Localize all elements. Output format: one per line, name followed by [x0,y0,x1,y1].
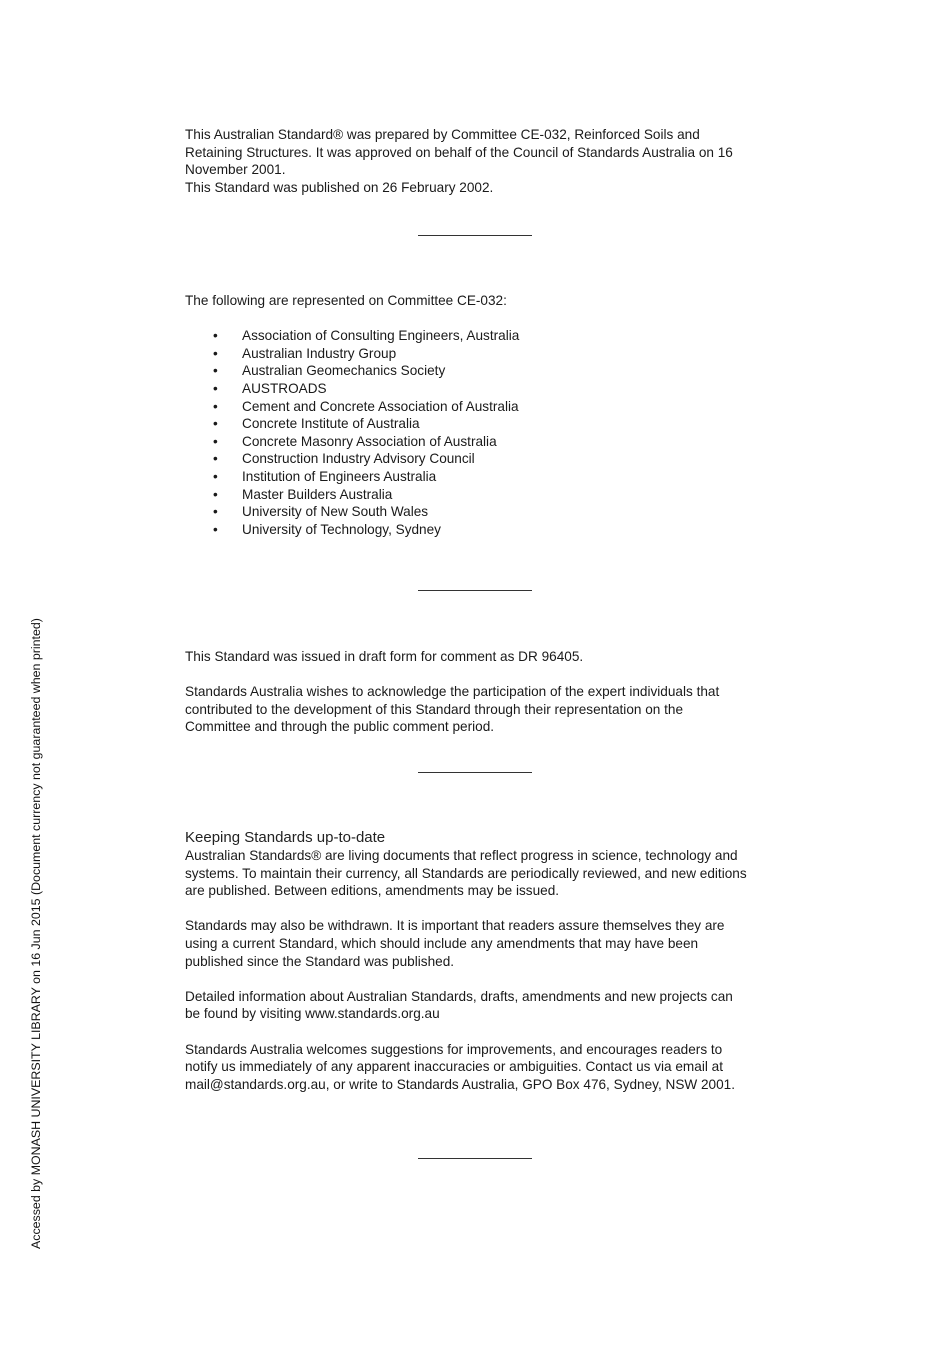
section-divider [418,772,532,773]
bullet-icon: • [213,433,218,449]
paragraph-line: Standards may also be withdrawn. It is important that readers assure themselves they are [185,918,725,934]
publication-date-line: This Standard was published on 26 February 2002. [185,179,494,195]
member-name: Australian Geomechanics Society [242,363,446,379]
member-name: Association of Consulting Engineers, Australia [242,328,520,344]
bullet-icon: • [213,468,218,484]
draft-section [185,648,775,736]
member-name: Institution of Engineers Australia [242,468,437,484]
section-divider [418,1158,532,1159]
member-name: Concrete Institute of Australia [242,416,420,432]
committee-intro: The following are represented on Committee CE-032: [185,293,507,308]
member-name: Master Builders Australia [242,486,393,502]
bullet-icon: • [213,328,218,344]
bullet-icon: • [213,451,218,467]
member-name: Concrete Masonry Association of Australia [242,433,497,449]
paragraph-line: systems. To maintain their currency, all Standards are periodically reviewed, and new editions [185,865,747,881]
keeping-up-to-date-section [185,829,775,1093]
member-name: University of New South Wales [242,504,429,520]
member-name: Construction Industry Advisory Council [242,451,475,467]
draft-issued-line: This Standard was issued in draft form for comment as DR 96405. [185,649,584,664]
approval-statement [185,126,775,196]
paragraph-line: mail@standards.org.au, or write to Standards Australia, GPO Box 476, Sydney, NSW 2001. [185,1076,736,1092]
member-name: University of Technology, Sydney [242,521,441,537]
paragraph-line: are published. Between editions, amendments may be issued. [185,883,560,899]
list-item [185,521,775,539]
bullet-icon: • [213,380,218,396]
list-item [185,380,775,398]
acknowledgement-line: contributed to the development of this Standard through their representation on the [185,701,684,717]
bullet-icon: • [213,521,218,537]
member-name: AUSTROADS [242,380,327,396]
paragraph-line: be found by visiting www.standards.org.au [185,1006,440,1022]
bullet-icon: • [213,345,218,361]
list-item [185,398,775,416]
list-item [185,486,775,504]
committee-member-list [185,327,775,538]
acknowledgement-line: Standards Australia wishes to acknowledge the participation of the expert individuals that [185,684,720,700]
list-item [185,327,775,345]
approval-line: Retaining Structures. It was approved on behalf of the Council of Standards Australia on 16 [185,144,733,160]
list-item [185,450,775,468]
bullet-icon: • [213,398,218,414]
list-item [185,503,775,521]
member-name: Cement and Concrete Association of Australia [242,398,519,414]
approval-line: November 2001. [185,162,286,178]
bullet-icon: • [213,363,218,379]
member-name: Australian Industry Group [242,345,397,361]
paragraph-line: notify us immediately of any apparent inaccuracies or ambiguities. Contact us via email at [185,1059,723,1075]
bullet-icon: • [213,416,218,432]
bullet-icon: • [213,504,218,520]
paragraph-line: Australian Standards® are living documents that reflect progress in science, technology and [185,848,738,863]
section-divider [418,590,532,591]
paragraph-line: published since the Standard was published. [185,953,455,969]
section-divider [418,235,532,236]
paragraph-line: Detailed information about Australian Standards, drafts, amendments and new projects can [185,988,733,1004]
section-heading: Keeping Standards up-to-date [185,829,386,846]
list-item [185,468,775,486]
list-item [185,433,775,451]
committee-section [185,292,775,538]
bullet-icon: • [213,486,218,502]
list-item [185,345,775,363]
paragraph-line: Standards Australia welcomes suggestions for improvements, and encourages readers to [185,1041,723,1057]
list-item [185,415,775,433]
approval-line: This Australian Standard® was prepared by Committee CE-032, Reinforced Soils and [185,127,700,142]
acknowledgement-line: Committee and through the public comment period. [185,719,495,735]
paragraph-line: using a current Standard, which should include any amendments that may have been [185,935,699,951]
list-item [185,362,775,380]
access-stamp: Accessed by MONASH UNIVERSITY LIBRARY on 16 Jun 2015 (Document currency not guaranteed when printed) [29,618,43,1249]
